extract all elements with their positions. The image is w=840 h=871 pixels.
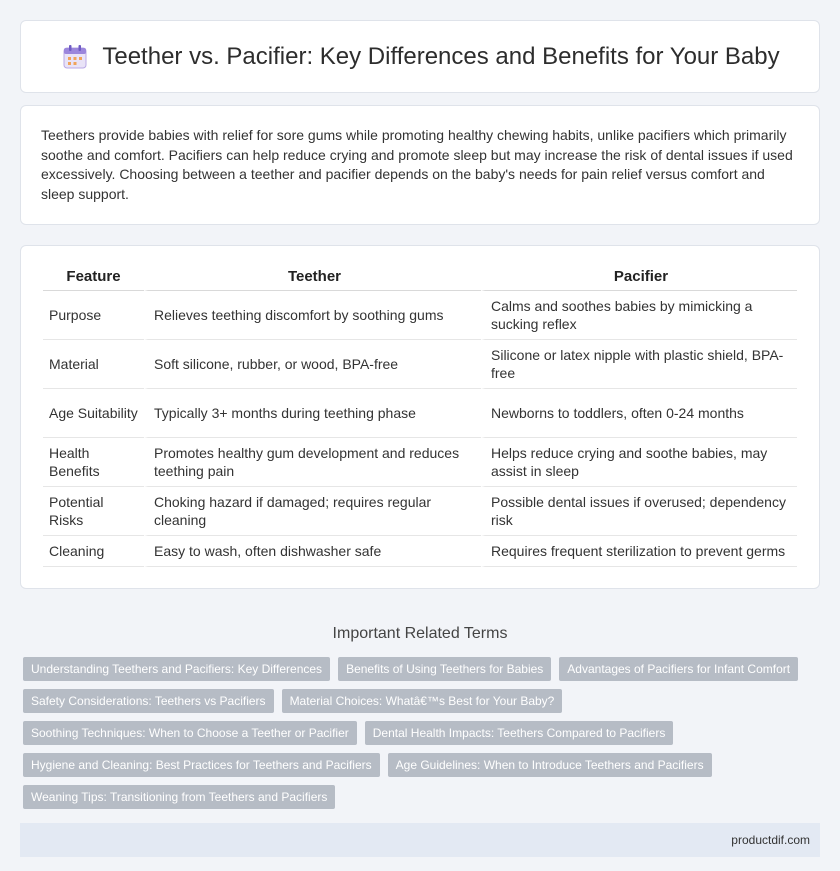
comparison-table-card [20, 245, 820, 589]
row-pacifier: Silicone or latex nipple with plastic shield, BPA-free [481, 340, 797, 389]
related-tag[interactable]: Material Choices: Whatâ€™s Best for Your Baby? [282, 689, 563, 713]
calendar-icon [60, 42, 90, 72]
row-feature: Health Benefits [43, 438, 144, 487]
page-title: Teether vs. Pacifier: Key Differences and Benefits for Your Baby [102, 42, 780, 70]
row-teether: Promotes healthy gum development and reduces teething pain [144, 438, 481, 487]
table-row [43, 536, 797, 567]
row-teether: Choking hazard if damaged; requires regular cleaning [144, 487, 481, 536]
related-tag[interactable]: Age Guidelines: When to Introduce Teethers and Pacifiers [388, 753, 712, 777]
table-row [43, 291, 797, 340]
related-tag[interactable]: Safety Considerations: Teethers vs Pacifiers [23, 689, 274, 713]
table-row [43, 389, 797, 438]
row-feature: Potential Risks [43, 487, 144, 536]
related-tag[interactable]: Understanding Teethers and Pacifiers: Key Differences [23, 657, 330, 681]
intro-text: Teethers provide babies with relief for sore gums while promoting healthy chewing habits, unlike pacifiers which primarily soothe and comfort. Pacifiers can help reduce crying and promote sleep but may increase the risk of dental issues if used excessively. Choosing between a teether and pacifier depends on the baby's needs for pain relief versus comfort and sleep support. [41, 127, 793, 202]
header-pacifier: Pacifier [481, 264, 797, 291]
table-header-row [43, 264, 797, 291]
page-header [20, 20, 820, 93]
intro-card [20, 105, 820, 225]
row-pacifier: Possible dental issues if overused; dependency risk [481, 487, 797, 536]
page-footer [20, 823, 820, 857]
row-pacifier: Calms and soothes babies by mimicking a sucking reflex [481, 291, 797, 340]
header-feature: Feature [43, 264, 144, 291]
related-tag[interactable]: Advantages of Pacifiers for Infant Comfort [559, 657, 798, 681]
comparison-table [43, 264, 797, 567]
related-tag[interactable]: Dental Health Impacts: Teethers Compared to Pacifiers [365, 721, 674, 745]
footer-site[interactable]: productdif.com [731, 833, 810, 847]
row-teether: Easy to wash, often dishwasher safe [144, 536, 481, 567]
related-tag[interactable]: Soothing Techniques: When to Choose a Teether or Pacifier [23, 721, 357, 745]
row-teether: Typically 3+ months during teething phase [144, 389, 481, 438]
related-terms-title: Important Related Terms [332, 625, 508, 642]
row-feature: Material [43, 340, 144, 389]
row-teether: Relieves teething discomfort by soothing gums [144, 291, 481, 340]
row-feature: Cleaning [43, 536, 144, 567]
related-tag[interactable]: Weaning Tips: Transitioning from Teethers and Pacifiers [23, 785, 335, 809]
table-row [43, 438, 797, 487]
row-pacifier: Requires frequent sterilization to prevent germs [481, 536, 797, 567]
row-pacifier: Helps reduce crying and soothe babies, may assist in sleep [481, 438, 797, 487]
related-tags [20, 657, 820, 809]
table-row [43, 487, 797, 536]
related-tag[interactable]: Hygiene and Cleaning: Best Practices for Teethers and Pacifiers [23, 753, 380, 777]
header-teether: Teether [144, 264, 481, 291]
related-terms-section [20, 625, 820, 809]
related-tag[interactable]: Benefits of Using Teethers for Babies [338, 657, 551, 681]
table-row [43, 340, 797, 389]
row-pacifier: Newborns to toddlers, often 0-24 months [481, 389, 797, 438]
row-feature: Age Suitability [43, 389, 144, 438]
row-feature: Purpose [43, 291, 144, 340]
row-teether: Soft silicone, rubber, or wood, BPA-free [144, 340, 481, 389]
